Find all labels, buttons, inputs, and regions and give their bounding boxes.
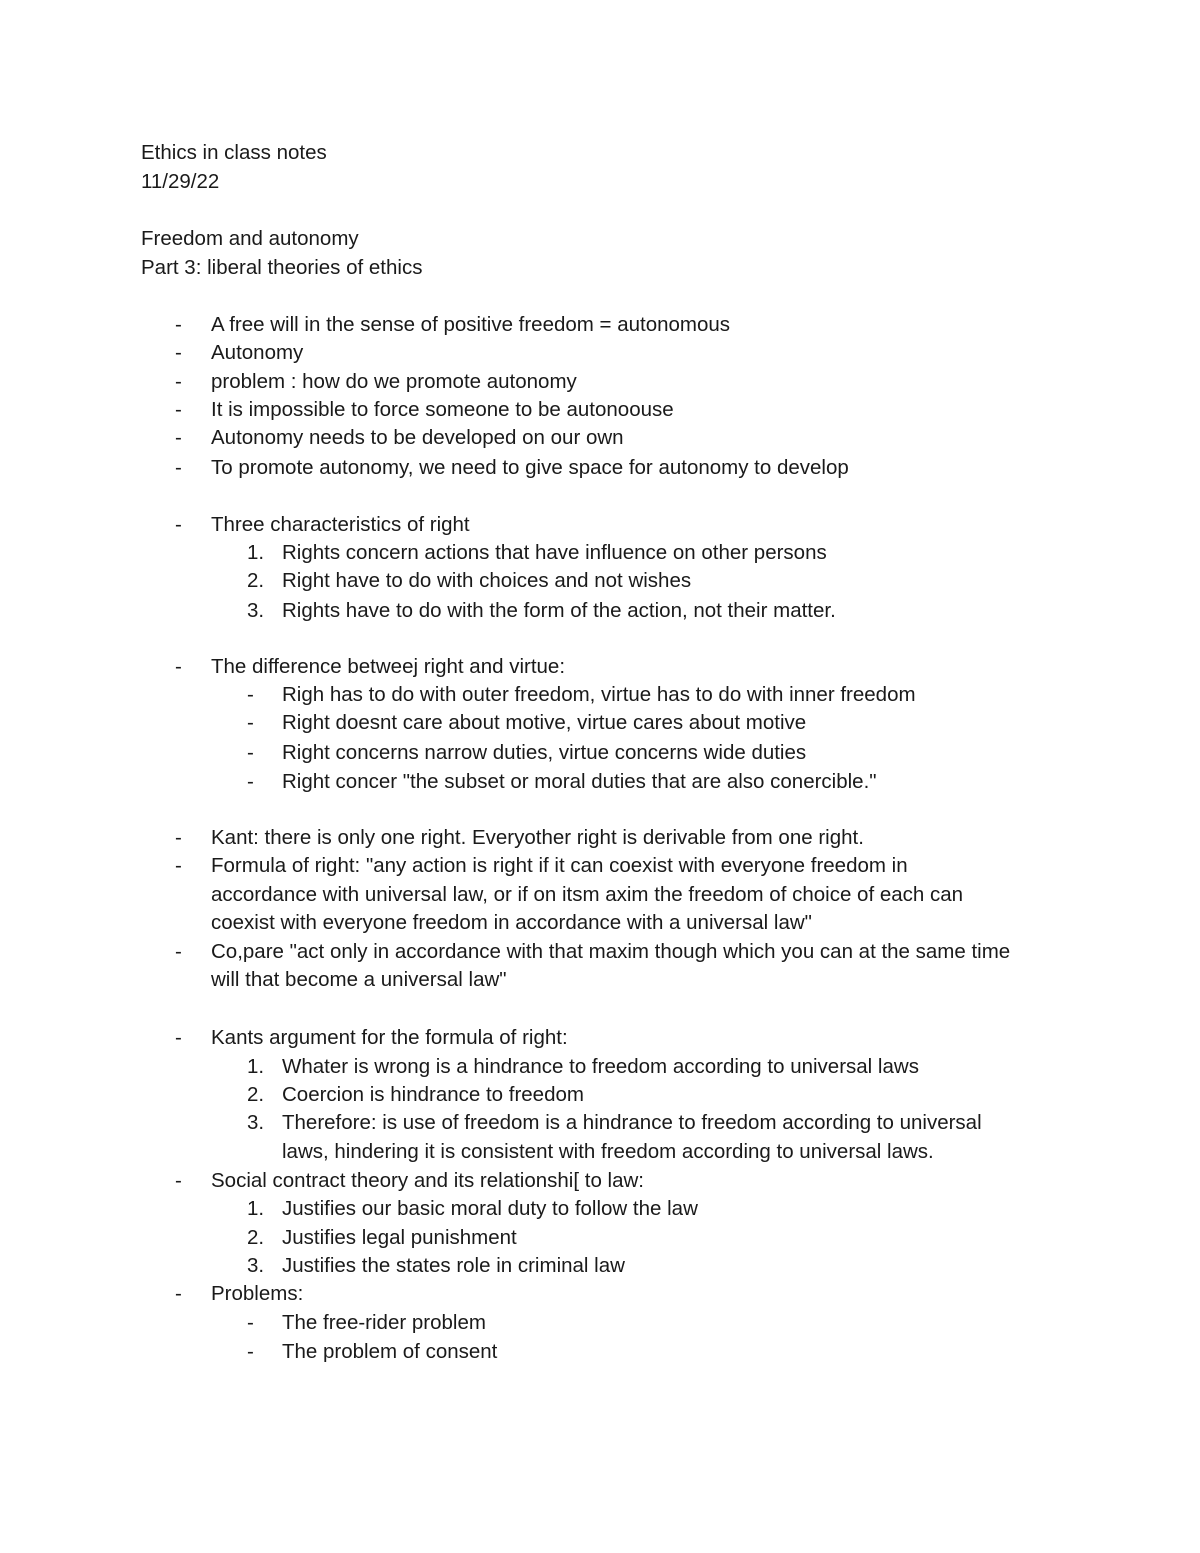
list-item: Formula of right: "any action is right if it can coexist with everyone freedom in: [211, 854, 908, 877]
sub-list-item: Right doesnt care about motive, virtue cares about motive: [282, 711, 807, 734]
dash-marker: -: [247, 683, 254, 706]
list-item-label: Social contract theory and its relationshi[ to law:: [211, 1169, 644, 1192]
numbered-item: Justifies the states role in criminal law: [282, 1254, 625, 1277]
number-marker: 3.: [247, 1254, 265, 1277]
list-item-label: Kants argument for the formula of right:: [211, 1026, 568, 1049]
sub-list-item: Right concerns narrow duties, virtue concerns wide duties: [282, 741, 807, 764]
number-marker: 3.: [247, 1111, 265, 1134]
number-marker: 2.: [247, 1226, 265, 1249]
dash-marker: -: [175, 426, 182, 449]
number-marker: 3.: [247, 599, 265, 622]
list-item: To promote autonomy, we need to give space for autonomy to develop: [211, 456, 849, 479]
list-item: Co,pare "act only in accordance with that maxim though which you can at the same time: [211, 940, 1011, 963]
list-item: Autonomy needs to be developed on our own: [211, 426, 624, 449]
dash-marker: -: [247, 711, 254, 734]
list-item: A free will in the sense of positive freedom = autonomous: [211, 313, 731, 336]
dash-marker: -: [175, 313, 182, 336]
list-item: Autonomy: [211, 341, 304, 364]
dash-marker: -: [175, 826, 182, 849]
numbered-item: Right have to do with choices and not wishes: [282, 569, 692, 592]
dash-marker: -: [247, 741, 254, 764]
list-item: problem : how do we promote autonomy: [211, 370, 577, 393]
dash-marker: -: [247, 770, 254, 793]
dash-marker: -: [175, 1169, 182, 1192]
section-heading: Freedom and autonomy: [141, 227, 359, 250]
numbered-item: Coercion is hindrance to freedom: [282, 1083, 584, 1106]
list-item: Kant: there is only one right. Everyother right is derivable from one right.: [211, 826, 864, 849]
dash-marker: -: [247, 1340, 254, 1363]
sub-list-item: Right concer "the subset or moral duties that are also conercible.": [282, 770, 877, 793]
dash-marker: -: [175, 370, 182, 393]
sub-list-item: The free-rider problem: [282, 1311, 486, 1334]
number-marker: 1.: [247, 1055, 265, 1078]
list-item: It is impossible to force someone to be autonoouse: [211, 398, 674, 421]
dash-marker: -: [247, 1311, 254, 1334]
number-marker: 1.: [247, 541, 265, 564]
dash-marker: -: [175, 341, 182, 364]
number-marker: 1.: [247, 1197, 265, 1220]
dash-marker: -: [175, 398, 182, 421]
document-title: Ethics in class notes: [141, 141, 327, 164]
dash-marker: -: [175, 940, 182, 963]
dash-marker: -: [175, 1282, 182, 1305]
dash-marker: -: [175, 456, 182, 479]
numbered-item: Therefore: is use of freedom is a hindrance to freedom according to universal: [282, 1111, 982, 1134]
document-date: 11/29/22: [141, 170, 220, 193]
number-marker: 2.: [247, 1083, 265, 1106]
list-item-continued: coexist with everyone freedom in accordance with a universal law": [211, 911, 812, 934]
list-item-label: Three characteristics of right: [211, 513, 470, 536]
list-item-continued: will that become a universal law": [211, 968, 507, 991]
numbered-item-continued: laws, hindering it is consistent with freedom according to universal laws.: [282, 1140, 934, 1163]
list-item-label: The difference betweej right and virtue:: [211, 655, 566, 678]
dash-marker: -: [175, 655, 182, 678]
sub-list-item: Righ has to do with outer freedom, virtue has to do with inner freedom: [282, 683, 916, 706]
numbered-item: Whater is wrong is a hindrance to freedom according to universal laws: [282, 1055, 919, 1078]
list-item-continued: accordance with universal law, or if on itsm axim the freedom of choice of each can: [211, 883, 964, 906]
sub-list-item: The problem of consent: [282, 1340, 498, 1363]
numbered-item: Justifies our basic moral duty to follow the law: [282, 1197, 698, 1220]
numbered-item: Rights concern actions that have influence on other persons: [282, 541, 827, 564]
numbered-item: Rights have to do with the form of the action, not their matter.: [282, 599, 836, 622]
dash-marker: -: [175, 513, 182, 536]
numbered-item: Justifies legal punishment: [282, 1226, 517, 1249]
number-marker: 2.: [247, 569, 265, 592]
dash-marker: -: [175, 1026, 182, 1049]
section-subheading: Part 3: liberal theories of ethics: [141, 256, 423, 279]
list-item-label: Problems:: [211, 1282, 304, 1305]
dash-marker: -: [175, 854, 182, 877]
